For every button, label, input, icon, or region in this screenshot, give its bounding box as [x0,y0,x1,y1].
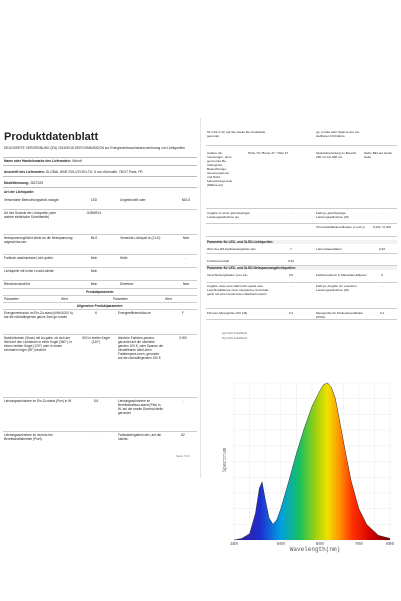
param-row: Leistungsaufnahme im Ein-Zu-stand (Pon) in W 5,6 Leistungsaufnahme im Bereitschaftszu-stand (Psb) in W, auf die zweite Dezimal-stelle gerundet - [3,398,197,432]
params-header: Produktparameter [3,289,197,296]
right-row: Lichtstromerhalt 0,94 [206,258,397,266]
type-row: Verwendete Beleuchtungstech-nologie: LED Ungebündelt oder: NDLS [3,197,197,210]
param-row: Energieverbrauch im Ein-Zu-stand (kWh/1000 h), auf die nächstliegende ganze Zahl ge-rundet 6 Energieeffizienzklas-se F [3,310,197,335]
right-row: Flimmer-Messgröße (Pst LM) 0,1 Messgröße für Stroboskop-Effekte (SVM) 0,1 [206,310,397,320]
right-row: Äußere Ab-messungen, ohne ge-trennte Be-triebsgerät, Beleuchtungs-steuerungste-ile und Nicht-beleuchtungs-teile (Millime-ter) Höhe 79 / Breite 47 / Tiefe 47 Spektralverteilung im Bereich 250 nm bis 800 nm Siehe Bild auf letzter Seite [206,150,397,209]
x-tick-label: 800 [385,542,395,547]
type-row: Art des Sockels der Lichtquelle (oder andere elektrische Schnittstelle) G45WE14 [3,210,197,235]
type-row: Netzspannung/Nicht direkt an die Netzspannung angeschlos-sen: MLS Vernetzte Lichtquel-le (CLS): Nein [3,235,197,255]
x-axis-label: Wavelength(nm) [289,546,341,553]
type-row: Farbisch abstimmbare Licht-quelle: Nein Hülle: - [3,255,197,268]
address-line: Anschrift des Lieferanten: GLOBAL DINE SOLUTION LTD, 6 rue d'Armaillé, 75017 Paris, FR [4,170,143,174]
right-row: Verschiebungsfaktor (cos φ1) 0,5 Farbkonsistenz in MacAdam-Ellipsen 6 [206,272,397,283]
mains-params-header: Parameter für LED- und OLED-Netzspannungslichtquellen: [206,266,397,270]
x-tick-label: 380 [229,542,239,547]
page-number: Seite 7/16 [176,454,190,458]
x-tick-label: 500 [276,542,285,547]
right-row: für CLS in W, auf die zweite De-zimalstelle gerundet ge- rundet oder Spanne der ein-stellbaren CRI-Werte [206,129,397,146]
param-row: Nutzlichtstrom (Φuse) mit An-gabe, ob sich der Wert auf den Lichtstrom in einer Kugel (360°), in einem breiten Kegel (120°) oder in einem schmalen Kegel (90°) bezieht 500 in breiter Kegel (120°) ähnliche Farbtem-peratur, gerundet auf die nächstlie-genden 100 K, oder Spanne der einstellbaren ähnli-chen Farbtempera-turen, gerundet auf die nächstliegenden 100 K 3 000 [3,335,197,398]
left-page [0,0,200,601]
footnote-2: (b) nicht zutreffend [222,336,247,340]
right-row: Wert des R9-Farbwiedergabein-dex 7 Lebensdauerfaktor 0,94 [206,246,397,254]
column-headers: Parameter Wert Parameter Wert [3,296,197,303]
param-row: Leistungsaufnahme im vernetz-ten Bereitschaftsbetrieb (Pnet) - Farbwiedergabein-dex, auf die nächst- 82 [4,433,185,441]
regulation-text: DELEGIERTE VERORDNUNG (EU) 2019/2015 DER KOMMISSION zur Energieverbrauchskennzeichnung von Lichtquellen [4,146,185,150]
footnote-1: (a) nicht zutreffend [222,331,247,335]
led-params-header: Parameter für LED- und OLED-Lichtquellen: [206,240,397,244]
supplier-line: Name oder Handelsmarke des Lieferanten: Vickott [4,159,82,163]
model-line: Modellkennung: 2827325 [4,181,44,185]
general-params-header: Allgemeine Produktparameter: [3,303,197,310]
right-row: Chromatizitätskoordinaten (x und y) 0,441 / 0,403 [206,224,397,237]
y-axis-label: Spectrum [222,447,228,473]
page-title: Produktdatenblatt [4,131,99,143]
right-row: Angabe zu einer gleichwertigen Leistungsaufnahme (a) - Falls ja, gleichwertige Leistungsaufnahme (W) - [206,210,397,224]
x-tick-label: 600 [315,542,324,547]
x-tick-label: 700 [354,542,363,547]
type-row: Lichtquelle mit hoher Leucht-dichte: Nein [3,268,197,281]
type-row: Blendschutzschild: Nein Dimmbar: Nein [3,281,197,289]
right-row: Angabe, dass eine LED-Licht-quelle eine Leuchtstofflampe ohne integriertes Vorschalt-gerät mit einer bestimmten Wattzahl ersetzt - Falls ja, Angabe zur ersetzten Leistungsaufnahme (W) - [206,283,397,309]
type-label: Art der Lichtquelle: [4,190,35,194]
spectrum-chart [220,375,396,555]
